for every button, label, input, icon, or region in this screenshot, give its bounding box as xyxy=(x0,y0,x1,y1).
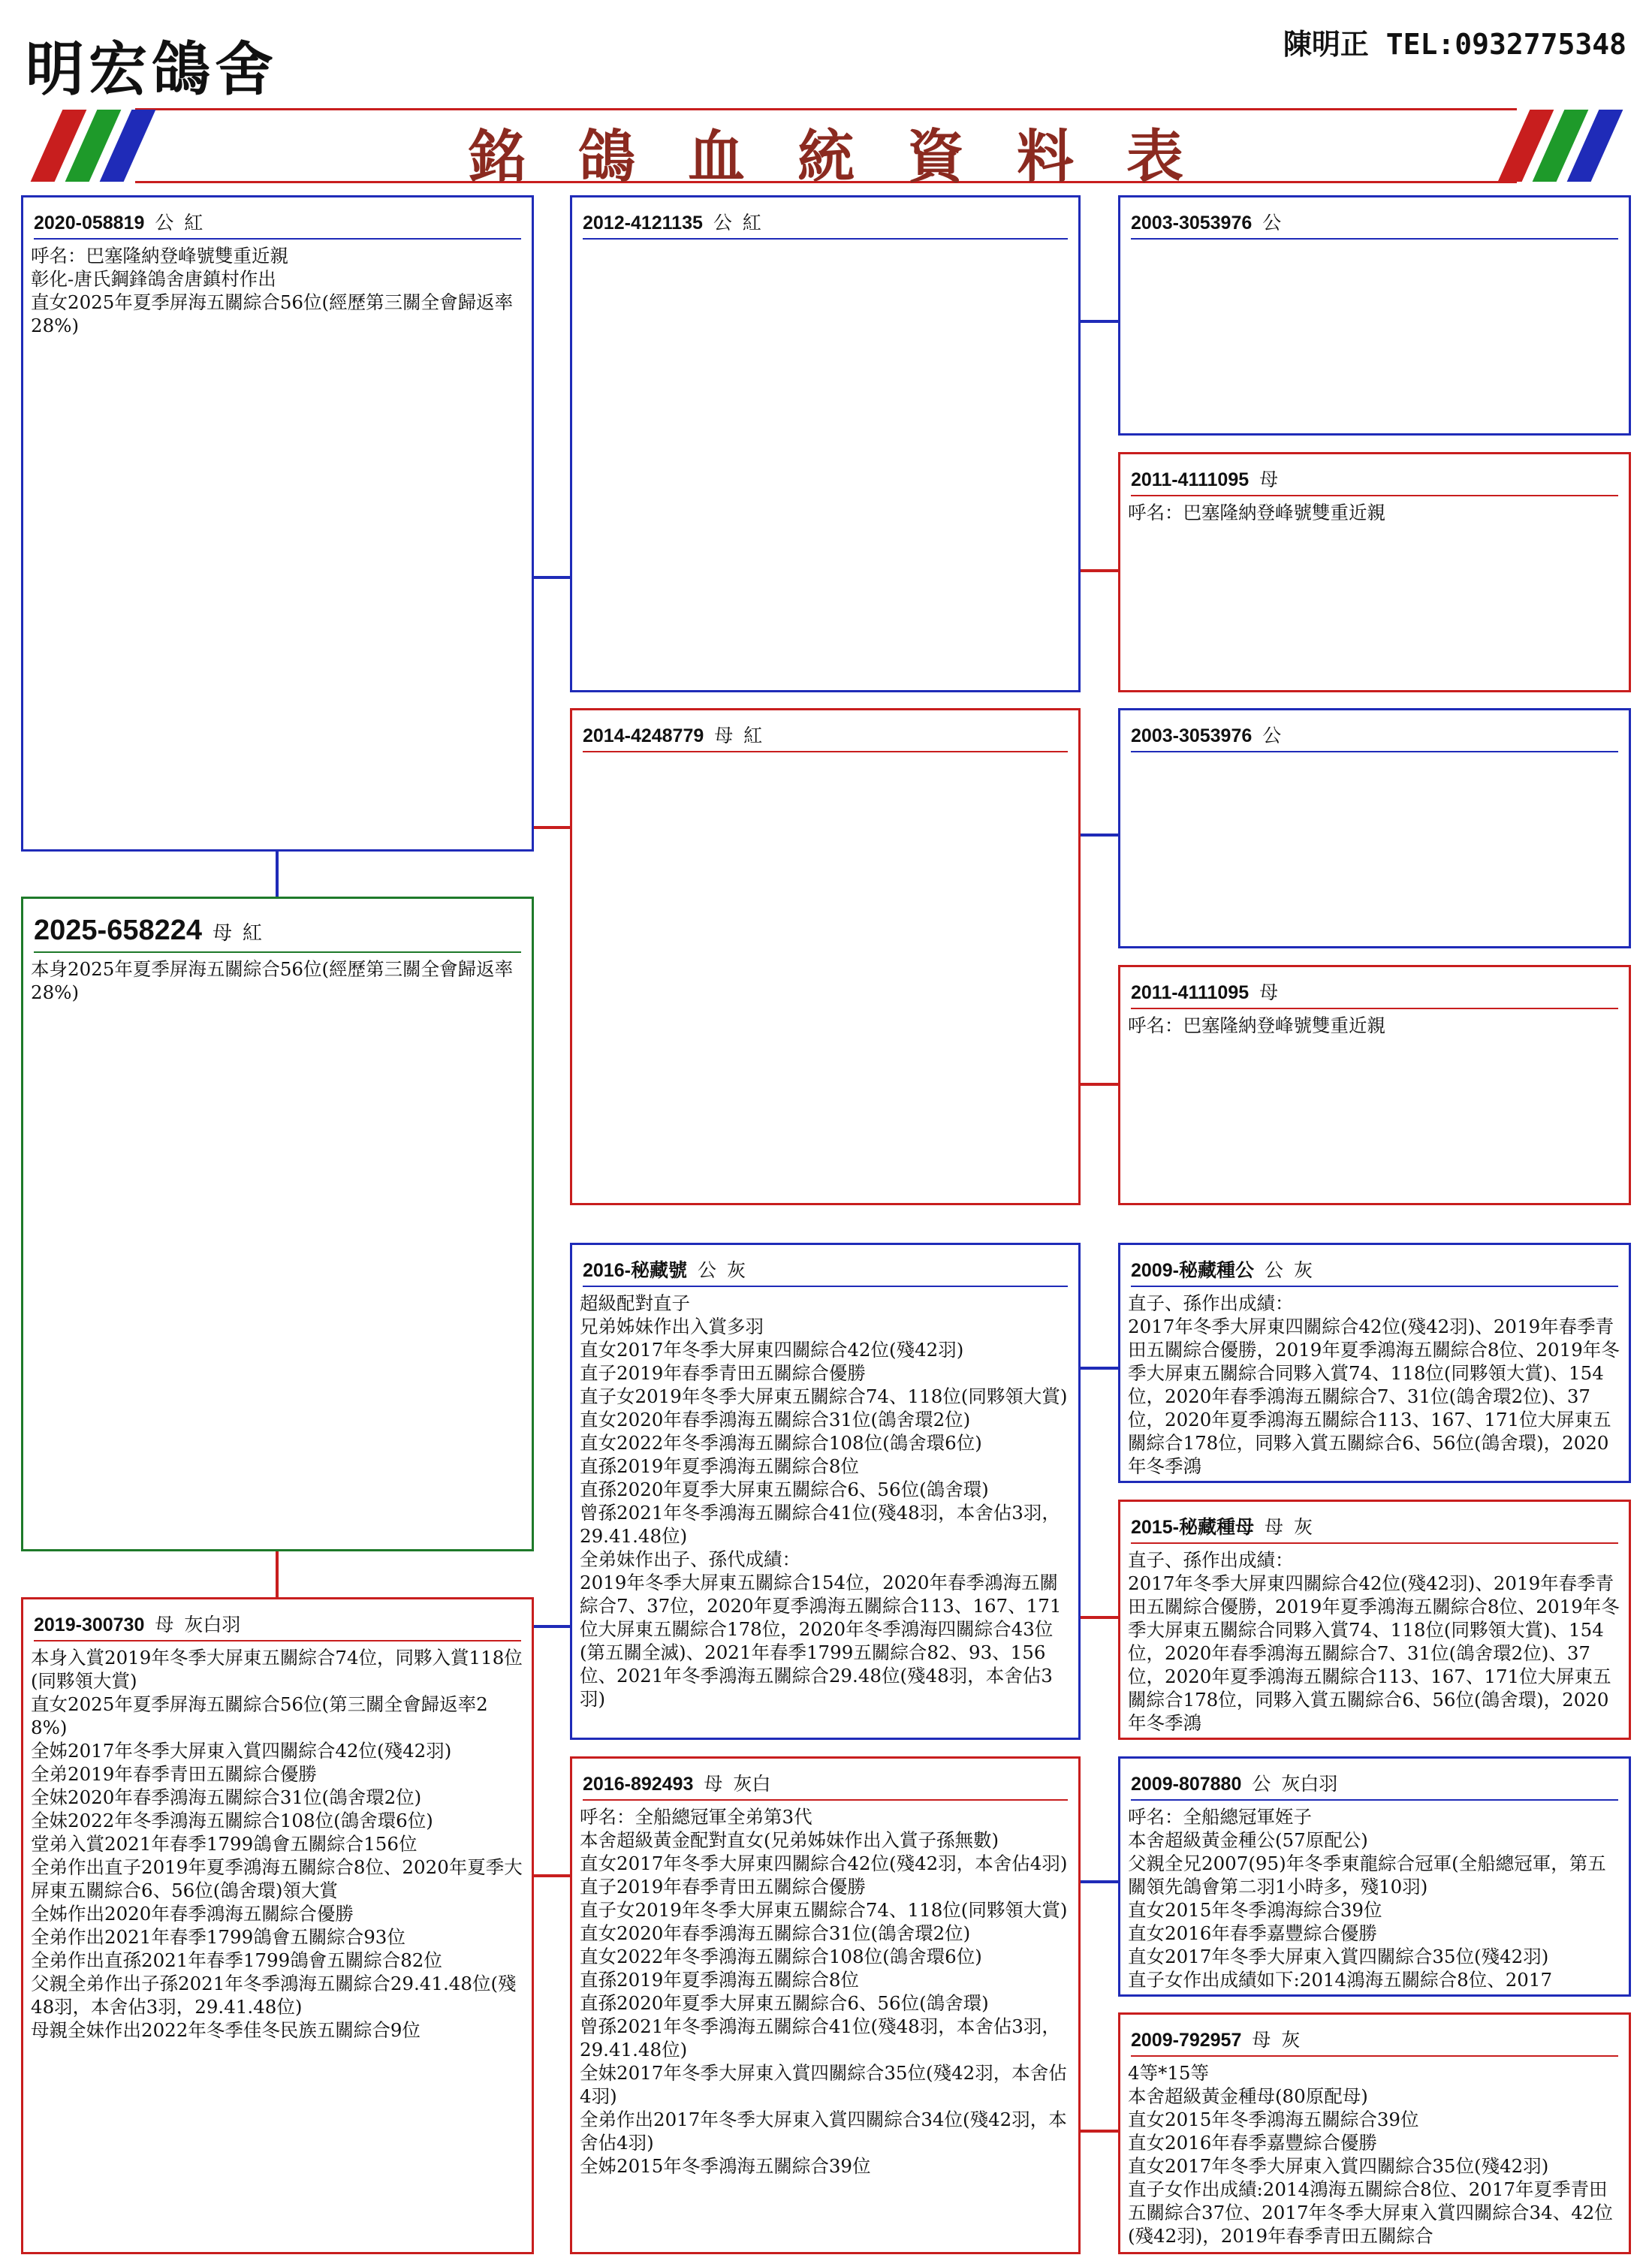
connector-sire-to-subject xyxy=(276,850,279,898)
ds-notes: 超級配對直子 兄弟姊妹作出入賞多羽 直女2017年冬季大屏東四關綜合42位(殘42羽) 直子2019年春季青田五關綜合優勝 直子女2019年冬季大屏東五關綜合74、118位(同夥領大賞) 直女2020年春季鴻海五關綜合31位(鴿舍環2位) 直女2022年冬季鴻海五關綜合108位(鴿舍環6位) 直孫2019年夏季鴻海五關綜合8位 直孫2020年夏季大屏東五關綜合6、56位(鴿舍環) 曾孫2021年冬季鴻海五關綜合41位(殘48羽，本舍佔3羽，29.41.48位) 全弟妹作出子、孫代成績： 2019年冬季大屏東五關綜合154位，2020年春季鴻海五關綜合7、37位，2020年夏季鴻海五關綜合113、167、171位大屏東五關綜合178位，2020年冬季鴻海四關綜合43位(第五關全滅)、2021年春季1799五關綜合82、93、156位、2021年冬季鴻海五關綜合29.48位(殘48羽，本舍佔3羽) xyxy=(580,1292,1068,1710)
sd-color: 紅 xyxy=(743,725,763,746)
subject-header xyxy=(34,909,521,953)
dsd-header xyxy=(1131,1512,1618,1544)
ds-header xyxy=(583,1256,1068,1287)
dds-color: 灰白羽 xyxy=(1281,1773,1338,1795)
ss-color: 紅 xyxy=(742,212,761,234)
sds-sex: 公 xyxy=(1262,725,1282,746)
sss-ring: 2003-3053976 xyxy=(1131,213,1253,234)
sds-header xyxy=(1131,721,1618,752)
connector-sire-to-ss xyxy=(532,576,571,579)
subject-ring: 2025-658224 xyxy=(34,915,202,946)
sds-ring: 2003-3053976 xyxy=(1131,725,1253,746)
sd-ring: 2014-4248779 xyxy=(583,725,704,746)
ssd-notes: 呼名：巴塞隆納登峰號雙重近親 xyxy=(1128,502,1385,523)
subject-color: 紅 xyxy=(243,922,263,945)
dss-ring: 2009-秘藏種公 xyxy=(1131,1260,1254,1281)
dd-card xyxy=(570,1756,1081,2254)
dds-card xyxy=(1118,1756,1631,1997)
banner-top-line xyxy=(135,108,1517,110)
ds-card xyxy=(570,1243,1081,1740)
sire-card xyxy=(21,195,534,852)
dam-header xyxy=(34,1610,521,1641)
dd-sex: 母 xyxy=(704,1773,723,1795)
connector-dam-to-ds xyxy=(532,1625,571,1628)
dam-card xyxy=(21,1597,534,2254)
sire-color: 紅 xyxy=(184,212,203,234)
dd-ring: 2016-892493 xyxy=(583,1774,694,1795)
dds-ring: 2009-807880 xyxy=(1131,1774,1242,1795)
sds-card xyxy=(1118,708,1631,948)
sire-sex: 公 xyxy=(155,212,174,234)
ssd-ring: 2011-4111095 xyxy=(1131,469,1250,490)
contact-info: 陳明正 TEL:0932775348 xyxy=(1283,28,1626,61)
ds-sex: 公 xyxy=(697,1259,716,1281)
sire-ring: 2020-058819 xyxy=(34,213,145,234)
connector-ss-to-sss xyxy=(1079,320,1120,323)
sdd-header xyxy=(1131,978,1618,1009)
sd-sex: 母 xyxy=(714,725,734,746)
ss-card xyxy=(570,195,1081,692)
sd-card xyxy=(570,708,1081,1205)
subject-sex: 母 xyxy=(213,922,233,945)
ss-header xyxy=(583,208,1068,240)
page-title: 銘鴿血統資料表 xyxy=(469,123,1236,190)
connector-ds-to-dsd xyxy=(1079,1616,1120,1619)
sss-header xyxy=(1131,208,1618,240)
subject-card xyxy=(21,897,534,1551)
dds-sex: 公 xyxy=(1252,1773,1271,1795)
connector-ss-to-ssd xyxy=(1079,569,1120,572)
sss-card xyxy=(1118,195,1631,436)
sdd-ring: 2011-4111095 xyxy=(1131,982,1250,1003)
connector-subject-to-dam xyxy=(276,1550,279,1599)
dd-color: 灰白 xyxy=(733,1773,771,1795)
dss-notes: 直子、孫作出成績： 2017年冬季大屏東四關綜合42位(殘42羽)、2019年春季青田五關綜合優勝，2019年夏季鴻海五關綜合8位、2019年冬季大屏東五關綜合同夥入賞74、118位(同夥領大賞)、154位，2020年春季鴻海五關綜合7、31位(鴿舍環2位)、37位，2020年夏季鴻海五關綜合113、167、171位大屏東五關綜合178位，同夥入賞五關綜合6、56位(鴿舍環)，2020年冬季鴻 xyxy=(1128,1292,1620,1477)
dam-color: 灰白羽 xyxy=(184,1614,241,1635)
sdd-sex: 母 xyxy=(1259,981,1279,1003)
dam-sex: 母 xyxy=(155,1614,174,1635)
connector-ds-to-dss xyxy=(1079,1367,1120,1370)
connector-sd-to-sdd xyxy=(1079,1083,1120,1086)
sss-sex: 公 xyxy=(1262,212,1282,234)
loft-name: 明宏鴿舍 xyxy=(26,35,279,104)
dsd-notes: 直子、孫作出成績： 2017年冬季大屏東四關綜合42位(殘42羽)、2019年春季青田五關綜合優勝，2019年夏季鴻海五關綜合8位、2019年冬季大屏東五關綜合同夥入賞74、118位(同夥領大賞)、154位，2020年春季鴻海五關綜合7、31位(鴿舍環2位)、37位，2020年夏季鴻海五關綜合113、167、171位大屏東五關綜合178位，同夥入賞五關綜合6、56位(鴿舍環)，2020年冬季鴻 xyxy=(1128,1549,1620,1734)
sdd-notes: 呼名：巴塞隆納登峰號雙重近親 xyxy=(1128,1014,1385,1036)
sire-header xyxy=(34,208,521,240)
ddd-color: 灰 xyxy=(1281,2029,1301,2051)
dsd-ring: 2015-秘藏種母 xyxy=(1131,1517,1254,1538)
ddd-notes: 4等*15等 本舍超級黃金種母(80原配母) 直女2015年冬季鴻海五關綜合39位 直女2016年春季嘉豐綜合優勝 直女2017年冬季大屏東入賞四關綜合35位(殘42羽) 直子女作出成績:2014鴻海五關綜合8位、2017年夏季青田五關綜合37位、2017年冬季大屏東入賞四關綜合34、42位(殘42羽)，2019年春季青田五關綜合 xyxy=(1128,2062,1613,2247)
ss-ring: 2012-4121135 xyxy=(583,213,703,234)
dss-header xyxy=(1131,1256,1618,1287)
connector-sd-to-sds xyxy=(1079,834,1120,837)
connector-dam-to-dd xyxy=(532,1874,571,1877)
connector-dd-to-dds xyxy=(1079,1880,1120,1883)
dam-notes: 本身入賞2019年冬季大屏東五關綜合74位，同夥入賞118位(同夥領大賞) 直女2025年夏季屏海五關綜合56位(第三關全會歸返率28%) 全姊2017年冬季大屏東入賞四關綜合42位(殘42羽) 全弟2019年春季青田五關綜合優勝 全妹2020年春季鴻海五關綜合31位(鴿舍環2位) 全妹2022年冬季鴻海五關綜合108位(鴿舍環6位) 堂弟入賞2021年春季1799鴿會五關綜合156位 全弟作出直子2019年夏季鴻海五關綜合8位、2020年夏季大屏東五關綜合6、56位(鴿舍環)領大賞 全姊作出2020年春季鴻海五關綜合優勝 全弟作出2021年春季1799鴿會五關綜合93位 全弟作出直孫2021年春季1799鴿會五關綜合82位 父親全弟作出子孫2021年冬季鴻海五關綜合29.41.48位(殘48羽，本舍佔3羽，29.41.48位) 母親全妹作出2022年冬季佳冬民族五關綜合9位 xyxy=(31,1647,523,2041)
ssd-header xyxy=(1131,465,1618,496)
ddd-ring: 2009-792957 xyxy=(1131,2030,1242,2051)
connector-dd-to-ddd xyxy=(1079,2130,1120,2133)
sd-header xyxy=(583,721,1068,752)
ddd-sex: 母 xyxy=(1252,2029,1271,2051)
dss-card xyxy=(1118,1243,1631,1483)
dam-ring: 2019-300730 xyxy=(34,1614,145,1635)
ddd-card xyxy=(1118,2012,1631,2254)
sdd-card xyxy=(1118,965,1631,1205)
ssd-sex: 母 xyxy=(1259,469,1279,490)
connector-sire-to-sd xyxy=(532,826,571,829)
title-banner xyxy=(23,105,1629,190)
ds-ring: 2016-秘藏號 xyxy=(583,1260,687,1281)
dds-notes: 呼名：全船總冠軍姪子 本舍超級黃金種公(57原配公) 父親全兄2007(95)年冬季東龍綜合冠軍(全船總冠軍，第五關領先鴿會第二羽1小時多，殘10羽) 直女2015年冬季鴻海綜合39位 直女2016年春季嘉豐綜合優勝 直女2017年冬季大屏東入賞四關綜合35位(殘42羽) 直子女作出成績如下:2014鴻海五關綜合8位、2017 xyxy=(1128,1806,1606,1991)
ddd-header xyxy=(1131,2025,1618,2057)
dsd-color: 灰 xyxy=(1293,1516,1313,1538)
dd-notes: 呼名：全船總冠軍全弟第3代 本舍超級黃金配對直女(兄弟姊妹作出入賞子孫無數) 直女2017年冬季大屏東四關綜合42位(殘42羽，本舍佔4羽) 直子2019年春季青田五關綜合優勝 直子女2019年冬季大屏東五關綜合74、118位(同夥領大賞) 直女2020年春季鴻海五關綜合31位(鴿舍環2位) 直女2022年冬季鴻海五關綜合108位(鴿舍環6位) 直孫2019年夏季鴻海五關綜合8位 直孫2020年夏季大屏東五關綜合6、56位(鴿舍環) 曾孫2021年冬季鴻海五關綜合41位(殘48羽，本舍佔3羽，29.41.48位) 全妹2017年冬季大屏東入賞四關綜合35位(殘42羽，本舍佔4羽) 全弟作出2017年冬季大屏東入賞四關綜合34位(殘42羽，本舍佔4羽) 全姊2015年冬季鴻海五關綜合39位 xyxy=(580,1806,1068,2177)
dds-header xyxy=(1131,1769,1618,1801)
ss-sex: 公 xyxy=(713,212,732,234)
sire-notes: 呼名：巴塞隆納登峰號雙重近親 彰化-唐氏鋼鋒鴿舍唐鎮村作出 直女2025年夏季屏海五關綜合56位(經歷第三關全會歸返率28%) xyxy=(31,245,514,336)
dsd-sex: 母 xyxy=(1264,1516,1283,1538)
dsd-card xyxy=(1118,1500,1631,1740)
ds-color: 灰 xyxy=(726,1259,746,1281)
ssd-card xyxy=(1118,452,1631,692)
subject-notes: 本身2025年夏季屏海五關綜合56位(經歷第三關全會歸返率28%) xyxy=(31,958,514,1003)
dss-color: 灰 xyxy=(1293,1259,1313,1281)
dss-sex: 公 xyxy=(1264,1259,1283,1281)
dd-header xyxy=(583,1769,1068,1801)
